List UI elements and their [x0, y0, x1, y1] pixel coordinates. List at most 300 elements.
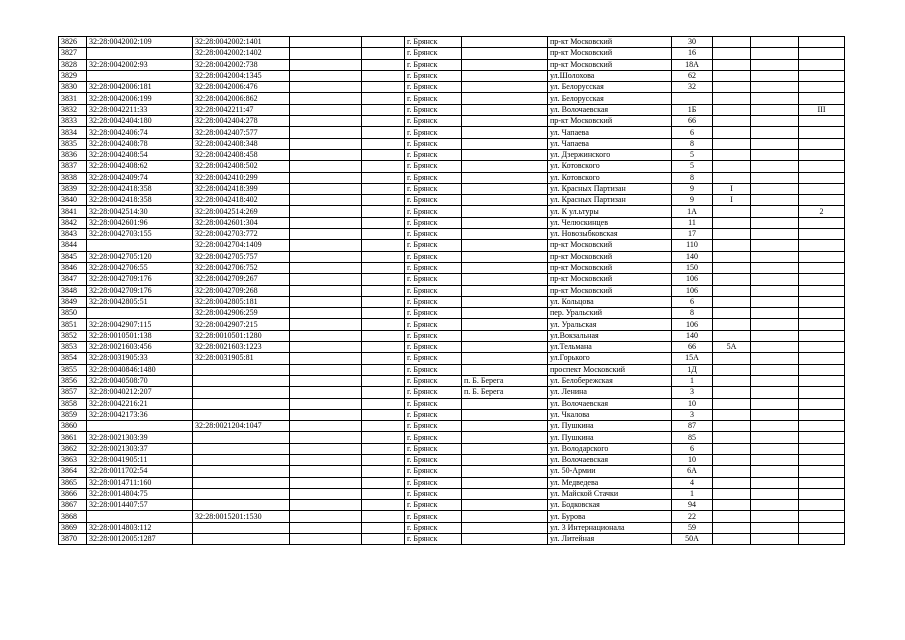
city-cell: г. Брянск [405, 454, 462, 465]
settlement-cell [462, 421, 548, 432]
note-cell [799, 409, 845, 420]
street-cell: ул. Уральская [548, 319, 672, 330]
row-number-cell: 3868 [59, 511, 87, 522]
extra-cell [751, 183, 799, 194]
extra-cell [751, 48, 799, 59]
street-cell: ул. Чапаева [548, 138, 672, 149]
building-cell: I [713, 195, 751, 206]
empty-cell-b [362, 500, 405, 511]
note-cell [799, 330, 845, 341]
table-row [59, 48, 845, 59]
note-cell [799, 161, 845, 172]
empty-cell-b [362, 82, 405, 93]
street-cell: ул. К ул.ьтуры [548, 206, 672, 217]
empty-cell-a [290, 488, 362, 499]
street-cell: ул. Чкалова [548, 409, 672, 420]
house-number-cell: 1Д [672, 364, 713, 375]
house-number-cell: 50А [672, 534, 713, 545]
house-number-cell: 15А [672, 353, 713, 364]
city-cell: г. Брянск [405, 511, 462, 522]
house-number-cell: 30 [672, 37, 713, 48]
extra-cell [751, 262, 799, 273]
row-number-cell: 3830 [59, 82, 87, 93]
street-cell: пр-кт Московский [548, 37, 672, 48]
cadastral-number-cell [87, 70, 193, 81]
empty-cell-a [290, 195, 362, 206]
settlement-cell [462, 172, 548, 183]
cadastral-number-cell: 32:28:0042002:109 [87, 37, 193, 48]
building-cell [713, 240, 751, 251]
empty-cell-b [362, 421, 405, 432]
empty-cell-b [362, 172, 405, 183]
empty-cell-b [362, 409, 405, 420]
empty-cell-a [290, 398, 362, 409]
empty-cell-b [362, 240, 405, 251]
empty-cell-b [362, 454, 405, 465]
settlement-cell [462, 229, 548, 240]
street-cell: ул. Бодковская [548, 500, 672, 511]
note-cell [799, 500, 845, 511]
settlement-cell [462, 127, 548, 138]
cadastral-number-2-cell: 32:28:0042410:299 [193, 172, 290, 183]
table-row [59, 511, 845, 522]
city-cell: г. Брянск [405, 387, 462, 398]
empty-cell-a [290, 48, 362, 59]
cadastral-number-2-cell: 32:28:0042408:502 [193, 161, 290, 172]
cadastral-number-2-cell: 32:28:0042002:1401 [193, 37, 290, 48]
table-row [59, 375, 845, 386]
empty-cell-a [290, 477, 362, 488]
note-cell [799, 116, 845, 127]
cadastral-number-2-cell [193, 454, 290, 465]
table-row [59, 466, 845, 477]
note-cell [799, 37, 845, 48]
table-row [59, 308, 845, 319]
cadastral-number-cell: 32:28:0040846:1480 [87, 364, 193, 375]
cadastral-number-cell: 32:28:0042173:36 [87, 409, 193, 420]
table-body [59, 37, 845, 545]
row-number-cell: 3862 [59, 443, 87, 454]
city-cell: г. Брянск [405, 127, 462, 138]
extra-cell [751, 398, 799, 409]
cadastral-number-cell: 32:28:0040508:70 [87, 375, 193, 386]
house-number-cell: 18А [672, 59, 713, 70]
empty-cell-b [362, 37, 405, 48]
empty-cell-a [290, 466, 362, 477]
house-number-cell: 17 [672, 229, 713, 240]
note-cell [799, 70, 845, 81]
row-number-cell: 3841 [59, 206, 87, 217]
cadastral-number-2-cell: 32:28:0021603:1223 [193, 342, 290, 353]
city-cell: г. Брянск [405, 364, 462, 375]
table-row [59, 104, 845, 115]
note-cell: III [799, 104, 845, 115]
city-cell: г. Брянск [405, 534, 462, 545]
note-cell [799, 183, 845, 194]
cadastral-number-cell: 32:28:0042601:96 [87, 217, 193, 228]
row-number-cell: 3852 [59, 330, 87, 341]
table-row [59, 229, 845, 240]
cadastral-number-cell [87, 511, 193, 522]
city-cell: г. Брянск [405, 93, 462, 104]
row-number-cell: 3870 [59, 534, 87, 545]
extra-cell [751, 161, 799, 172]
note-cell [799, 59, 845, 70]
empty-cell-b [362, 398, 405, 409]
house-number-cell: 6 [672, 127, 713, 138]
row-number-cell: 3834 [59, 127, 87, 138]
settlement-cell [462, 59, 548, 70]
settlement-cell [462, 319, 548, 330]
building-cell [713, 116, 751, 127]
city-cell: г. Брянск [405, 466, 462, 477]
street-cell: пр-кт Московский [548, 116, 672, 127]
empty-cell-b [362, 251, 405, 262]
city-cell: г. Брянск [405, 70, 462, 81]
street-cell: ул. 3 Интернационала [548, 522, 672, 533]
city-cell: г. Брянск [405, 432, 462, 443]
table-row [59, 432, 845, 443]
empty-cell-b [362, 274, 405, 285]
row-number-cell: 3849 [59, 296, 87, 307]
note-cell [799, 477, 845, 488]
cadastral-number-2-cell [193, 432, 290, 443]
settlement-cell [462, 251, 548, 262]
city-cell: г. Брянск [405, 149, 462, 160]
building-cell [713, 421, 751, 432]
row-number-cell: 3854 [59, 353, 87, 364]
building-cell [713, 375, 751, 386]
table-row [59, 409, 845, 420]
building-cell [713, 500, 751, 511]
city-cell: г. Брянск [405, 353, 462, 364]
cadastral-number-2-cell: 32:28:0042407:577 [193, 127, 290, 138]
cadastral-number-2-cell: 32:28:0042002:738 [193, 59, 290, 70]
cadastral-number-2-cell [193, 398, 290, 409]
settlement-cell [462, 511, 548, 522]
building-cell [713, 161, 751, 172]
street-cell: ул. Красных Партизан [548, 183, 672, 194]
note-cell [799, 48, 845, 59]
cadastral-number-2-cell: 32:28:0042709:268 [193, 285, 290, 296]
cadastral-number-cell: 32:28:0042406:74 [87, 127, 193, 138]
building-cell [713, 104, 751, 115]
house-number-cell: 1 [672, 375, 713, 386]
street-cell: пр-кт Московский [548, 59, 672, 70]
house-number-cell: 32 [672, 82, 713, 93]
empty-cell-a [290, 262, 362, 273]
table-row [59, 82, 845, 93]
settlement-cell: п. Б. Берега [462, 387, 548, 398]
extra-cell [751, 116, 799, 127]
extra-cell [751, 274, 799, 285]
table-row [59, 274, 845, 285]
house-number-cell: 150 [672, 262, 713, 273]
cadastral-number-2-cell [193, 522, 290, 533]
cadastral-number-cell: 32:28:0012005:1287 [87, 534, 193, 545]
table-row [59, 149, 845, 160]
building-cell [713, 229, 751, 240]
row-number-cell: 3845 [59, 251, 87, 262]
cadastral-number-cell: 32:28:0042409:74 [87, 172, 193, 183]
note-cell [799, 172, 845, 183]
city-cell: г. Брянск [405, 296, 462, 307]
table-row [59, 500, 845, 511]
row-number-cell: 3850 [59, 308, 87, 319]
note-cell [799, 149, 845, 160]
table-row [59, 161, 845, 172]
settlement-cell [462, 138, 548, 149]
city-cell: г. Брянск [405, 217, 462, 228]
empty-cell-a [290, 183, 362, 194]
street-cell: ул. Новозыбковская [548, 229, 672, 240]
empty-cell-b [362, 443, 405, 454]
house-number-cell: 62 [672, 70, 713, 81]
row-number-cell: 3855 [59, 364, 87, 375]
cadastral-number-2-cell: 32:28:0042906:259 [193, 308, 290, 319]
settlement-cell [462, 48, 548, 59]
cadastral-number-2-cell [193, 443, 290, 454]
note-cell [799, 534, 845, 545]
row-number-cell: 3838 [59, 172, 87, 183]
building-cell: I [713, 183, 751, 194]
house-number-cell: 1Б [672, 104, 713, 115]
house-number-cell: 10 [672, 398, 713, 409]
street-cell: пр-кт Московский [548, 285, 672, 296]
city-cell: г. Брянск [405, 421, 462, 432]
empty-cell-a [290, 127, 362, 138]
empty-cell-a [290, 421, 362, 432]
note-cell [799, 127, 845, 138]
extra-cell [751, 409, 799, 420]
house-number-cell: 106 [672, 285, 713, 296]
note-cell [799, 353, 845, 364]
empty-cell-a [290, 93, 362, 104]
cadastral-number-2-cell: 32:28:0042709:267 [193, 274, 290, 285]
city-cell: г. Брянск [405, 229, 462, 240]
extra-cell [751, 70, 799, 81]
note-cell [799, 443, 845, 454]
table-row [59, 59, 845, 70]
note-cell [799, 488, 845, 499]
extra-cell [751, 330, 799, 341]
empty-cell-b [362, 93, 405, 104]
settlement-cell [462, 342, 548, 353]
house-number-cell: 8 [672, 138, 713, 149]
street-cell: пр-кт Московский [548, 251, 672, 262]
settlement-cell [462, 82, 548, 93]
note-cell [799, 522, 845, 533]
cadastral-number-cell: 32:28:0031905:33 [87, 353, 193, 364]
settlement-cell [462, 330, 548, 341]
empty-cell-a [290, 229, 362, 240]
cadastral-number-cell: 32:28:0014804:75 [87, 488, 193, 499]
house-number-cell: 4 [672, 477, 713, 488]
cadastral-number-2-cell: 32:28:0042408:458 [193, 149, 290, 160]
building-cell [713, 172, 751, 183]
building-cell [713, 93, 751, 104]
cadastral-number-2-cell: 32:28:0021204:1047 [193, 421, 290, 432]
settlement-cell [462, 488, 548, 499]
cadastral-number-cell: 32:28:0021303:37 [87, 443, 193, 454]
cadastral-number-cell: 32:28:0010501:138 [87, 330, 193, 341]
city-cell: г. Брянск [405, 240, 462, 251]
row-number-cell: 3861 [59, 432, 87, 443]
building-cell [713, 82, 751, 93]
table-row [59, 387, 845, 398]
table-row [59, 251, 845, 262]
address-register-table [58, 36, 845, 545]
row-number-cell: 3848 [59, 285, 87, 296]
note-cell [799, 195, 845, 206]
extra-cell [751, 432, 799, 443]
empty-cell-b [362, 342, 405, 353]
city-cell: г. Брянск [405, 183, 462, 194]
empty-cell-a [290, 409, 362, 420]
empty-cell-b [362, 149, 405, 160]
house-number-cell: 59 [672, 522, 713, 533]
cadastral-number-cell: 32:28:0042706:55 [87, 262, 193, 273]
cadastral-number-2-cell [193, 387, 290, 398]
table-row [59, 206, 845, 217]
empty-cell-b [362, 477, 405, 488]
settlement-cell [462, 432, 548, 443]
street-cell: пр-кт Московский [548, 262, 672, 273]
empty-cell-b [362, 296, 405, 307]
note-cell [799, 398, 845, 409]
empty-cell-a [290, 330, 362, 341]
row-number-cell: 3829 [59, 70, 87, 81]
empty-cell-b [362, 387, 405, 398]
building-cell [713, 138, 751, 149]
table-row [59, 195, 845, 206]
street-cell: пр-кт Московский [548, 240, 672, 251]
row-number-cell: 3840 [59, 195, 87, 206]
extra-cell [751, 104, 799, 115]
street-cell: ул. Майской Стачки [548, 488, 672, 499]
empty-cell-a [290, 387, 362, 398]
city-cell: г. Брянск [405, 308, 462, 319]
table-row [59, 172, 845, 183]
house-number-cell: 16 [672, 48, 713, 59]
note-cell [799, 262, 845, 273]
table-row [59, 398, 845, 409]
note-cell [799, 454, 845, 465]
cadastral-number-2-cell: 32:28:0042703:772 [193, 229, 290, 240]
extra-cell [751, 93, 799, 104]
empty-cell-a [290, 432, 362, 443]
table-row [59, 296, 845, 307]
table-row [59, 116, 845, 127]
extra-cell [751, 240, 799, 251]
empty-cell-b [362, 353, 405, 364]
cadastral-number-2-cell: 32:28:0042002:1402 [193, 48, 290, 59]
cadastral-number-cell: 32:28:0042404:180 [87, 116, 193, 127]
house-number-cell: 87 [672, 421, 713, 432]
cadastral-number-cell: 32:28:0021303:39 [87, 432, 193, 443]
street-cell: ул. 50-Армии [548, 466, 672, 477]
empty-cell-a [290, 104, 362, 115]
street-cell: ул. Белорусская [548, 93, 672, 104]
cadastral-number-cell: 32:28:0042408:78 [87, 138, 193, 149]
extra-cell [751, 296, 799, 307]
row-number-cell: 3866 [59, 488, 87, 499]
city-cell: г. Брянск [405, 251, 462, 262]
empty-cell-b [362, 308, 405, 319]
settlement-cell [462, 262, 548, 273]
table-row [59, 70, 845, 81]
cadastral-number-2-cell [193, 488, 290, 499]
empty-cell-b [362, 364, 405, 375]
street-cell: ул. Белорусская [548, 82, 672, 93]
cadastral-number-cell: 32:28:0042418:358 [87, 195, 193, 206]
city-cell: г. Брянск [405, 172, 462, 183]
settlement-cell [462, 296, 548, 307]
note-cell [799, 138, 845, 149]
table-row [59, 127, 845, 138]
building-cell [713, 59, 751, 70]
house-number-cell: 5 [672, 149, 713, 160]
empty-cell-a [290, 443, 362, 454]
empty-cell-b [362, 161, 405, 172]
empty-cell-a [290, 500, 362, 511]
note-cell [799, 93, 845, 104]
empty-cell-a [290, 274, 362, 285]
cadastral-number-2-cell [193, 466, 290, 477]
cadastral-number-cell: 32:28:0040212:207 [87, 387, 193, 398]
table-row [59, 342, 845, 353]
building-cell [713, 149, 751, 160]
street-cell: ул. Пушкина [548, 432, 672, 443]
note-cell [799, 285, 845, 296]
empty-cell-a [290, 353, 362, 364]
row-number-cell: 3865 [59, 477, 87, 488]
note-cell [799, 308, 845, 319]
cadastral-number-cell: 32:28:0042408:54 [87, 149, 193, 160]
row-number-cell: 3828 [59, 59, 87, 70]
city-cell: г. Брянск [405, 138, 462, 149]
empty-cell-b [362, 432, 405, 443]
extra-cell [751, 443, 799, 454]
cadastral-number-cell [87, 240, 193, 251]
cadastral-number-2-cell: 32:28:0042006:476 [193, 82, 290, 93]
cadastral-number-cell: 32:28:0042216:21 [87, 398, 193, 409]
building-cell [713, 432, 751, 443]
cadastral-number-cell: 32:28:0021603:456 [87, 342, 193, 353]
street-cell: ул. Волочаевская [548, 454, 672, 465]
settlement-cell [462, 522, 548, 533]
cadastral-number-2-cell: 32:28:0042514:269 [193, 206, 290, 217]
empty-cell-a [290, 149, 362, 160]
settlement-cell [462, 274, 548, 285]
city-cell: г. Брянск [405, 500, 462, 511]
note-cell [799, 466, 845, 477]
settlement-cell [462, 534, 548, 545]
cadastral-number-2-cell [193, 477, 290, 488]
cadastral-number-2-cell: 32:28:0042004:1345 [193, 70, 290, 81]
street-cell: ул.Тельмана [548, 342, 672, 353]
note-cell [799, 364, 845, 375]
city-cell: г. Брянск [405, 206, 462, 217]
cadastral-number-2-cell [193, 409, 290, 420]
row-number-cell: 3833 [59, 116, 87, 127]
row-number-cell: 3836 [59, 149, 87, 160]
extra-cell [751, 138, 799, 149]
extra-cell [751, 511, 799, 522]
empty-cell-a [290, 364, 362, 375]
table-row [59, 364, 845, 375]
row-number-cell: 3847 [59, 274, 87, 285]
